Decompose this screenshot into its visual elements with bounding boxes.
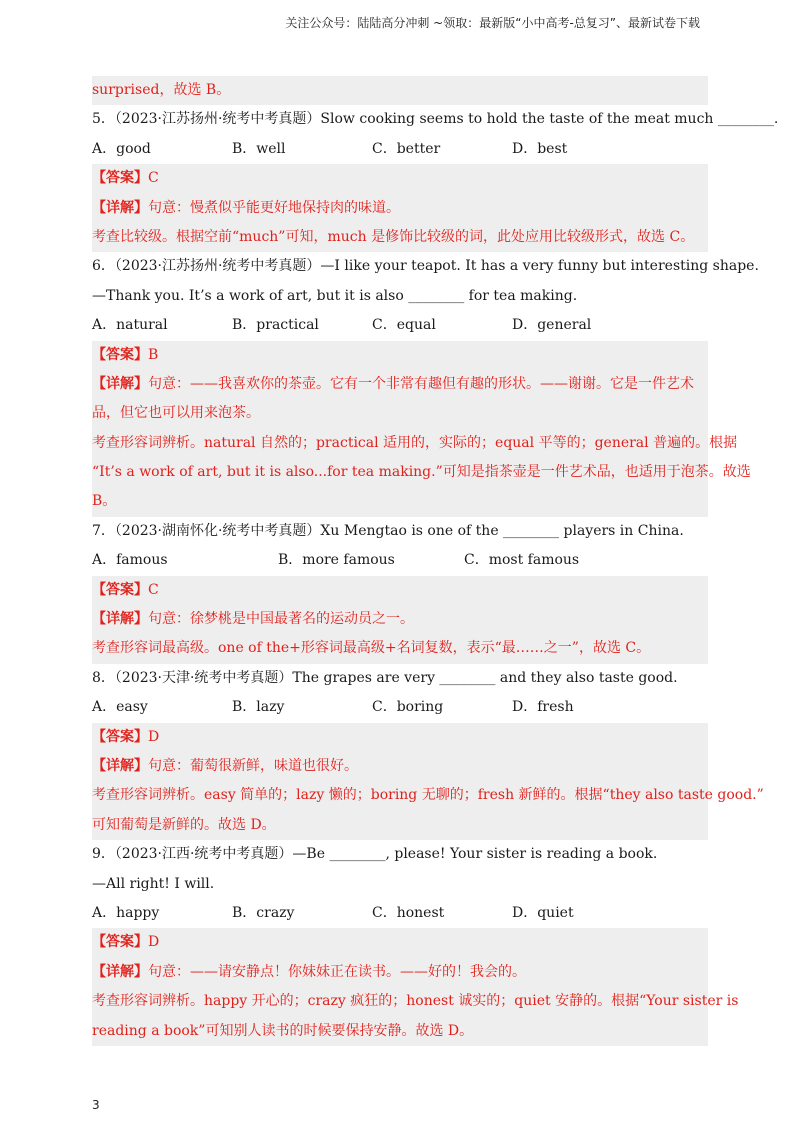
question-6-stem-2: —Thank you. It’s a work of art, but it is also ________ for tea making. [92, 287, 578, 304]
detail-tag: 【详解】 [92, 375, 148, 392]
detail-tag: 【详解】 [92, 963, 148, 980]
option-c: C．most famous [464, 552, 580, 569]
detail-line: “It’s a work of art, but it is also...for tea making.”可知是指茶壶是一件艺术品，也适用于泡茶。故选 [92, 464, 751, 481]
page-header: 关注公众号：陆陆高分冲刺 ~领取：最新版“小中高考-总复习”、最新试卷下载 [285, 16, 700, 30]
content [92, 76, 779, 1046]
answer-line [92, 341, 708, 370]
answer-tag: 【答案】 [92, 934, 148, 951]
answer-tag: 【答案】 [92, 170, 148, 187]
detail-line [92, 194, 708, 223]
option-c: C．equal [372, 317, 436, 334]
question-7-stem: 7．（2023·湖南怀化·统考中考真题）Xu Mengtao is one of the ________ players in China. [92, 522, 684, 539]
question-6-stem: 6．（2023·江苏扬州·统考中考真题）—I like your teapot. It has a very funny but interesting shape. [92, 258, 759, 275]
option-d: D．quiet [512, 904, 574, 921]
question-8-options [92, 693, 708, 722]
question-9-options [92, 899, 708, 928]
answer-line [92, 576, 708, 605]
detail-line: 考查形容词辨析。natural 自然的；practical 适用的，实际的；equal 平等的；general 普遍的。根据 [92, 434, 738, 451]
question-9-stem: 9．（2023·江西·统考中考真题）—Be ________, please! Your sister is reading a book. [92, 846, 658, 863]
option-a: A．good [92, 140, 151, 157]
detail-line: 考查比较级。根据空前“much”可知，much 是修饰比较级的词，此处应用比较级形式，故选 C。 [92, 228, 695, 245]
option-b: B．crazy [232, 904, 295, 921]
question-5-stem: 5．（2023·江苏扬州·统考中考真题）Slow cooking seems to hold the taste of the meat much ________. [92, 111, 779, 128]
answer-value: C [148, 581, 159, 598]
answer-tag: 【答案】 [92, 346, 148, 363]
answer-value: B [148, 346, 159, 363]
option-a: A．easy [92, 699, 148, 716]
option-d: D．fresh [512, 699, 574, 716]
detail-line: B。 [92, 493, 117, 510]
detail-line: 可知葡萄是新鲜的。故选 D。 [92, 816, 276, 833]
option-c: C．better [372, 140, 441, 157]
answer-line [92, 928, 708, 957]
answer-block-q9 [92, 928, 739, 1046]
answer-block-q7 [92, 576, 708, 664]
question-9-stem-2: —All right! I will. [92, 875, 215, 892]
answer-value: D [148, 728, 160, 745]
detail-line: reading a book”可知别人读书的时候要保持安静。故选 D。 [92, 1022, 474, 1039]
option-d: D．general [512, 317, 592, 334]
answer-tag: 【答案】 [92, 581, 148, 598]
answer-tag: 【答案】 [92, 728, 148, 745]
option-b: B．well [232, 140, 286, 157]
option-a: A．famous [92, 552, 168, 569]
detail-tag: 【详解】 [92, 199, 148, 216]
option-c: C．boring [372, 699, 444, 716]
detail-line [92, 752, 708, 781]
question-5-options [92, 135, 708, 164]
detail-tag: 【详解】 [92, 757, 148, 774]
detail-line [92, 370, 708, 399]
option-d: D．best [512, 140, 568, 157]
question-6-options [92, 311, 708, 340]
detail-tag: 【详解】 [92, 611, 148, 628]
answer-line [92, 164, 708, 193]
option-b: B．more famous [278, 552, 395, 569]
detail-line [92, 958, 708, 987]
detail-line [92, 605, 708, 634]
option-c: C．honest [372, 904, 445, 921]
detail-text: 句意：——我喜欢你的茶壶。它有一个非常有趣但有趣的形状。——谢谢。它是一件艺术 [148, 375, 694, 392]
option-b: B．lazy [232, 699, 285, 716]
answer-value: D [148, 934, 160, 951]
detail-line: 考查形容词辨析。happy 开心的；crazy 疯狂的；honest 诚实的；quiet 安静的。根据“Your sister is [92, 993, 739, 1010]
answer-line [92, 723, 708, 752]
detail-text: 句意：——请安静点！你妹妹正在读书。——好的！我会的。 [148, 963, 526, 980]
option-a: A．natural [92, 317, 168, 334]
answer-block-q8 [92, 723, 764, 841]
detail-line: 考查形容词最高级。one of the+形容词最高级+名词复数，表示“最……之一”，故选 C。 [92, 640, 651, 657]
option-b: B．practical [232, 317, 319, 334]
answer-value: C [148, 170, 159, 187]
answer-block-q6 [92, 341, 751, 517]
detail-text: 句意：葡萄很新鲜，味道也很好。 [148, 757, 358, 774]
option-a: A．happy [92, 904, 160, 921]
answer-block-q5 [92, 164, 708, 252]
question-8-stem: 8．（2023·天津·统考中考真题）The grapes are very ________ and they also taste good. [92, 669, 678, 686]
detail-text: 句意：慢煮似乎能更好地保持肉的味道。 [148, 199, 400, 216]
detail-text: 句意：徐梦桃是中国最著名的运动员之一。 [148, 611, 414, 628]
detail-line: 品，但它也可以用来泡茶。 [92, 405, 260, 422]
answer-block-q4-carryover [92, 76, 708, 105]
detail-line: 考查形容词辨析。easy 简单的；lazy 懒的；boring 无聊的；fresh 新鲜的。根据“they also taste good.” [92, 787, 764, 804]
question-7-options [92, 546, 708, 575]
page-number: 3 [92, 1098, 100, 1112]
detail-line: surprised，故选 B。 [92, 82, 231, 98]
